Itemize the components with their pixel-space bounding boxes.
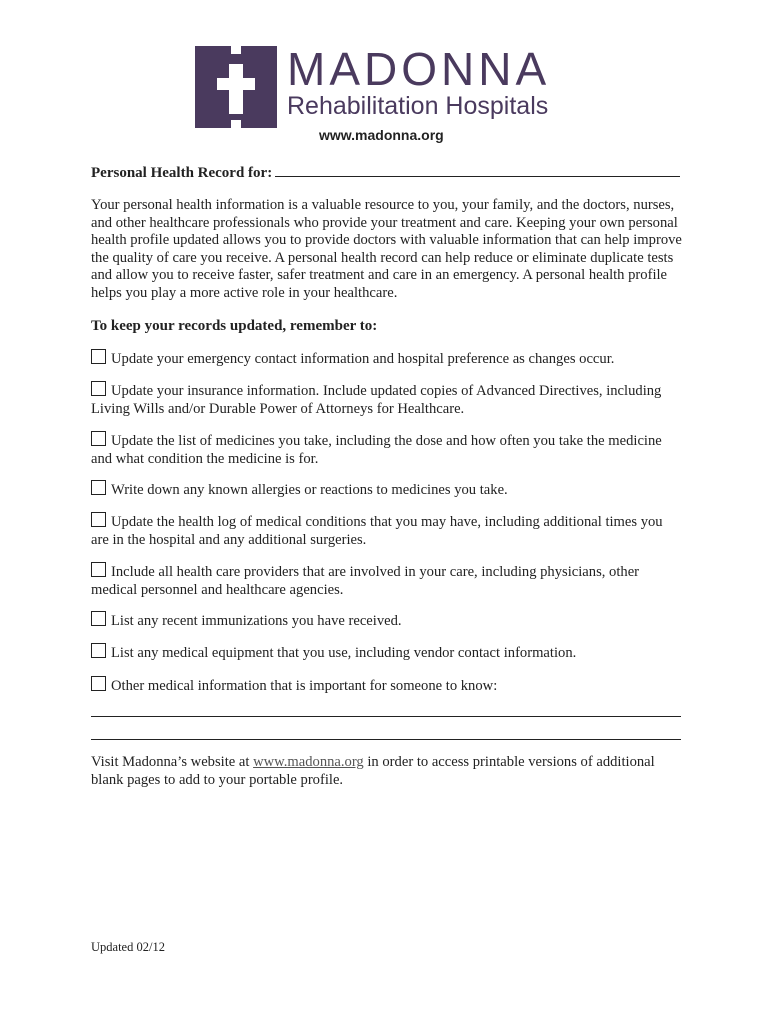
logo-name: MADONNA xyxy=(287,43,551,95)
checklist-item-label: Update the health log of medical conditions that you may have, including additional times you are in the hospital and any additional surgeries. xyxy=(91,514,663,548)
visit-text-after: in order to access printable versions of additional blank pages to add to your portable profile. xyxy=(91,754,655,788)
checklist-item-label: Other medical information that is important for someone to know: xyxy=(111,678,498,694)
checklist-item xyxy=(91,562,681,600)
visit-paragraph xyxy=(91,753,683,789)
checkbox[interactable] xyxy=(91,381,106,396)
checklist-item-label: List any medical equipment that you use, including vendor contact information. xyxy=(111,645,577,661)
checklist-item-label: List any recent immunizations you have received. xyxy=(111,613,402,629)
checkbox[interactable] xyxy=(91,431,106,446)
notes-line[interactable] xyxy=(91,739,681,740)
checklist-item-label: Update your insurance information. Include updated copies of Advanced Directives, including Living Wills and/or Durable Power of Attorneys for Healthcare. xyxy=(91,383,662,417)
intro-paragraph: Your personal health information is a valuable resource to you, your family, and the doctors, nurses, and other healthcare professionals who provide your treatment and care. Keeping your own personal health profile updated allows you to provide doctors with valuable information that can help improve the quality of care you receive. A personal health record can help reduce or eliminate duplicate tests and allow you to receive faster, safer treatment and care in an emergency. A personal health profile helps you play a more active role in your healthcare. xyxy=(91,197,682,301)
checkbox[interactable] xyxy=(91,611,106,626)
remember-heading: To keep your records updated, remember to: xyxy=(91,318,378,334)
checklist-item xyxy=(91,676,681,696)
notes-line[interactable] xyxy=(91,716,681,717)
checklist-item xyxy=(91,611,681,631)
logo-subtitle: Rehabilitation Hospitals xyxy=(287,92,549,120)
checkbox[interactable] xyxy=(91,480,106,495)
checklist-item-label: Update your emergency contact information and hospital preference as changes occur. xyxy=(111,351,615,367)
madonna-logo xyxy=(195,44,585,144)
checkbox[interactable] xyxy=(91,349,106,364)
checkbox[interactable] xyxy=(91,676,106,691)
checkbox[interactable] xyxy=(91,643,106,658)
checklist-item xyxy=(91,512,681,550)
record-name-field[interactable] xyxy=(275,176,680,177)
checkbox[interactable] xyxy=(91,512,106,527)
record-title: Personal Health Record for: xyxy=(91,165,273,181)
checklist-item-label: Update the list of medicines you take, including the dose and how often you take the medicine and what condition the medicine is for. xyxy=(91,433,662,467)
cross-emblem-icon xyxy=(195,46,277,128)
checklist-item xyxy=(91,643,681,663)
checklist-item xyxy=(91,381,681,419)
updated-date: Updated 02/12 xyxy=(91,940,165,954)
logo-url[interactable]: www.madonna.org xyxy=(319,127,444,143)
checklist-item xyxy=(91,480,681,500)
checklist-item xyxy=(91,431,681,469)
website-link[interactable]: www.madonna.org xyxy=(253,754,364,770)
visit-text-before: Visit Madonna’s website at xyxy=(91,754,254,770)
checklist-item-label: Include all health care providers that are involved in your care, including physicians, other medical personnel and healthcare agencies. xyxy=(91,564,640,598)
checklist-item xyxy=(91,349,681,369)
checkbox[interactable] xyxy=(91,562,106,577)
checklist-item-label: Write down any known allergies or reactions to medicines you take. xyxy=(111,482,508,498)
